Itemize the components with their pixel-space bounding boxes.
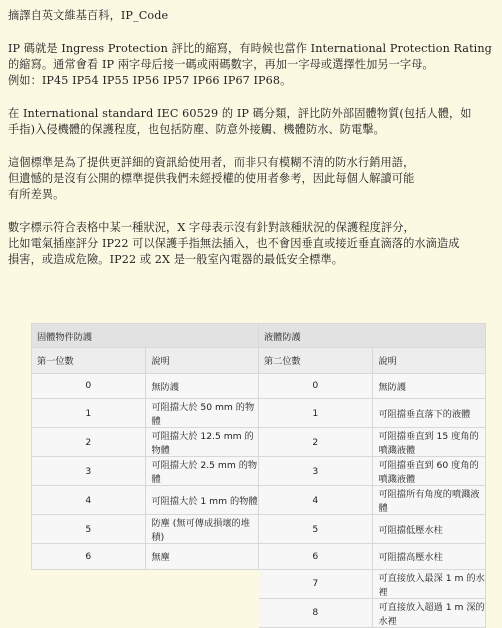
table-row bbox=[32, 373, 486, 399]
text-line: IP 碼就是 Ingress Protection 評比的縮寫，有時候也當作 International Protection Rating bbox=[8, 42, 492, 55]
intro-line: 摘譯自英文維基百科，IP_Code bbox=[8, 9, 169, 22]
liquids-desc-cell: 可阻擋低壓水柱 bbox=[372, 515, 486, 544]
solids-desc-cell: 防塵 (無可傳成損壞的堆積) bbox=[145, 515, 259, 544]
text-line: 的縮寫。通常會看 IP 兩字母后接一碼或兩碼數字，再加一字母或選擇性加另一字母。 bbox=[8, 58, 434, 71]
solids-desc-cell: 無防護 bbox=[145, 373, 259, 399]
liquids-desc-cell: 可直接放入超過 1 m 深的水裡 bbox=[372, 598, 486, 627]
first-digit-cell: 0 bbox=[32, 373, 146, 399]
table-row bbox=[32, 544, 486, 570]
solids-desc-cell: 可阻擋大於 1 mm 的物體 bbox=[145, 486, 259, 515]
table-row bbox=[32, 515, 486, 544]
first-digit-cell bbox=[32, 569, 146, 598]
first-digit-cell: 2 bbox=[32, 428, 146, 457]
liquids-desc-cell: 可阻擋高壓水柱 bbox=[372, 544, 486, 570]
text-line: 損害，或造成危險。IP22 或 2X 是一般室內電器的最低安全標準。 bbox=[8, 253, 344, 266]
table-column-header-row bbox=[32, 348, 486, 374]
first-digit-cell bbox=[32, 598, 146, 627]
second-digit-cell: 8 bbox=[259, 598, 373, 627]
first-digit-cell: 5 bbox=[32, 515, 146, 544]
table-row bbox=[32, 457, 486, 486]
liquids-desc-cell: 可阻擋所有角度的噴濺液體 bbox=[372, 486, 486, 515]
table-row bbox=[32, 486, 486, 515]
solids-desc-cell bbox=[145, 598, 259, 627]
solids-desc-cell: 可阻擋大於 2.5 mm 的物體 bbox=[145, 457, 259, 486]
liquids-header: 液體防護 bbox=[259, 324, 486, 348]
paragraph-digits bbox=[8, 220, 496, 268]
text-line: 例如：IP45 IP54 IP55 IP56 IP57 IP66 IP67 IP68。 bbox=[8, 74, 292, 87]
second-digit-cell: 4 bbox=[259, 486, 373, 515]
ip-code-table bbox=[31, 323, 486, 628]
second-digit-cell: 2 bbox=[259, 428, 373, 457]
second-digit-cell: 1 bbox=[259, 399, 373, 428]
text-line: 有所差異。 bbox=[8, 188, 65, 201]
table-row bbox=[32, 399, 486, 428]
intro-text bbox=[8, 8, 496, 24]
paragraph-purpose bbox=[8, 155, 496, 203]
liquids-desc-cell: 可阻擋垂直到 15 度角的噴濺液體 bbox=[372, 428, 486, 457]
liquids-desc-cell: 可阻擋垂直落下的液體 bbox=[372, 399, 486, 428]
table-row bbox=[32, 598, 486, 627]
text-line: 這個標準是為了提供更詳細的資訊給使用者，而非只有模糊不清的防水行銷用語， bbox=[8, 156, 415, 169]
first-digit-header: 第一位數 bbox=[32, 348, 146, 374]
solids-desc-cell: 可阻擋大於 12.5 mm 的物體 bbox=[145, 428, 259, 457]
solids-desc-cell: 可阻擋大於 50 mm 的物體 bbox=[145, 399, 259, 428]
liquids-desc-cell: 可阻擋垂直到 60 度角的噴濺液體 bbox=[372, 457, 486, 486]
first-digit-cell: 4 bbox=[32, 486, 146, 515]
first-digit-cell: 3 bbox=[32, 457, 146, 486]
text-line: 但遺憾的是沒有公開的標準提供我們未經授權的使用者參考，因此每個人解讀可能 bbox=[8, 172, 415, 185]
table-body bbox=[32, 373, 486, 627]
second-digit-header: 第二位數 bbox=[259, 348, 373, 374]
paragraph-ip-definition bbox=[8, 41, 496, 89]
first-digit-cell: 6 bbox=[32, 544, 146, 570]
liquids-desc-header: 說明 bbox=[372, 348, 486, 374]
solids-desc-cell bbox=[145, 569, 259, 598]
table-row bbox=[32, 569, 486, 598]
text-line: 手指)入侵機體的保護程度，也包括防塵、防意外接觸、機體防水、防電擊。 bbox=[8, 123, 385, 136]
paragraph-iec-standard bbox=[8, 106, 496, 138]
second-digit-cell: 7 bbox=[259, 569, 373, 598]
solids-desc-cell: 無塵 bbox=[145, 544, 259, 570]
text-line: 在 International standard IEC 60529 的 IP 碼分類，評比防外部固體物質(包括人體，如 bbox=[8, 107, 472, 120]
liquids-desc-cell: 無防護 bbox=[372, 373, 486, 399]
second-digit-cell: 3 bbox=[259, 457, 373, 486]
solids-desc-header: 說明 bbox=[145, 348, 259, 374]
liquids-desc-cell: 可直接放入最深 1 m 的水裡 bbox=[372, 569, 486, 598]
table-group-header-row bbox=[32, 324, 486, 348]
first-digit-cell: 1 bbox=[32, 399, 146, 428]
second-digit-cell: 6 bbox=[259, 544, 373, 570]
text-line: 數字標示符合表格中某一種狀況，X 字母表示沒有針對該種狀況的保護程度評分， bbox=[8, 221, 415, 234]
second-digit-cell: 5 bbox=[259, 515, 373, 544]
solids-header: 固體物件防護 bbox=[32, 324, 259, 348]
text-line: 比如電氣插座評分 IP22 可以保護手指無法插入，也不會因垂直或接近垂直滴落的水滴造成 bbox=[8, 237, 460, 250]
table-row bbox=[32, 428, 486, 457]
second-digit-cell: 0 bbox=[259, 373, 373, 399]
